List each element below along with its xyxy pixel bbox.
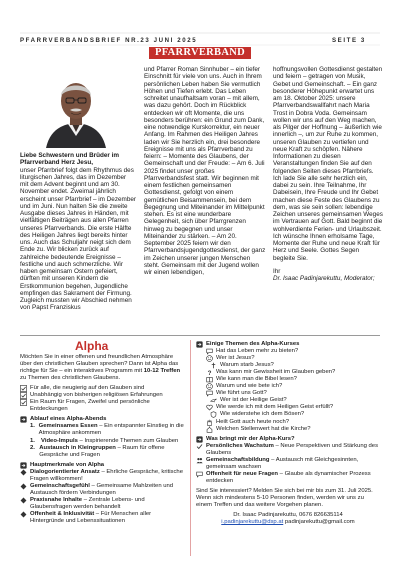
alpha-title: Alpha — [75, 339, 109, 353]
alpha-intro — [20, 354, 186, 382]
topic-item — [196, 390, 380, 397]
signature — [273, 268, 383, 283]
people-icon — [196, 457, 203, 464]
ablauf-step — [20, 445, 186, 459]
topic-item — [196, 397, 380, 404]
contact-name: Dr. Isaac Padinjarekuttu, 0676 826635114 — [233, 512, 343, 519]
section-divider — [20, 335, 380, 336]
alpha-intro-bold: 10-12 Treffen — [143, 368, 181, 375]
alpha-closing: Sind Sie interessiert? Melden Sie sich bei mir bis zum 31. Juli 2025. Wenn sich mindestens 5-10 Personen finden, werden wir uns zu einem Treffen und das weitere Vorgehen planen. — [196, 487, 373, 509]
topic-item — [196, 362, 380, 369]
author-photo — [20, 66, 132, 148]
page-number: SEITE 3 — [332, 37, 366, 44]
alpha-intro-part1: Möchten Sie in einer offenen und freundlichen Atmosphäre über den christlichen Glauben sprechen? Dann ist Alpha das richtige für Sie – ein interaktives Programm mit — [20, 354, 179, 375]
topic-text: Wie kann man die Bibel lesen? — [216, 376, 297, 383]
topic-item — [196, 383, 380, 390]
topic-text: Wie führt uns Gott? — [216, 390, 267, 397]
article-text-1: unser Pfarrbrief folgt dem Rhythmus des liturgischen Jahres, das im Dezember mit dem Advent beginnt und am 30. November endet. Zweimal jährlich erscheint unser Pfarrbrief – im Dezember und im Juni. Nun halten Sie die zweite Ausgabe dieses Jahres in Händen, mit vielfältigen Beiträgen aus allen Pfarren unseres Pfarrverbands. Die erste Hälfte des Heiligen Jahres liegt bereits hinter uns. Auch das Schuljahr neigt sich dem Ende zu. Wir blicken zurück auf zahlreiche bedeutende Ereignisse – festliche und auch schmerzliche. Wir haben gemeinsam Ostern gefeiert, dürften mit unseren Kindern die Erstkommunion begehen, Jugendliche empfingen das Sakrament der Firmung. Zugleich mussten wir Abschied nehmen von Papst Franziskus — [20, 166, 136, 312]
hand-icon — [206, 419, 213, 426]
speech-bubble-icon — [206, 390, 213, 397]
diamond-bullet-icon — [20, 483, 27, 490]
benefits-heading — [196, 436, 380, 443]
topics-heading — [196, 341, 380, 348]
speech-bubble-icon — [196, 471, 203, 478]
checkbox-icon — [20, 399, 27, 406]
topic-text: Wie widerstehe ich dem Bösen? — [220, 411, 305, 418]
alpha-check-text: Ein Raum für Fragen, Zweifel und persönliche Entdeckungen — [30, 399, 150, 413]
speech-bubble-icon — [206, 348, 213, 355]
benefit-bold: Gemeinschaftsbildung — [206, 456, 270, 463]
haupt-title: Hauptmerkmale von Alpha — [30, 461, 105, 468]
arrow-icon — [196, 341, 203, 348]
page-header — [0, 0, 400, 66]
topic-text: Welchen Stellenwert hat die Kirche? — [216, 425, 311, 432]
benefit-item — [196, 443, 380, 457]
topic-text: Wie werde ich mit dem Heiligen Geist erfüllt? — [216, 404, 334, 411]
step-text: – Inspirierende Themen zum Glauben — [77, 437, 179, 444]
ablauf-heading — [20, 416, 186, 423]
shield-icon — [210, 411, 217, 418]
topic-item — [196, 411, 380, 418]
feature-item — [20, 469, 186, 483]
feature-text: – Für Menschen aller Hintergründe und Lebenssituationen — [30, 510, 152, 525]
step-number: 1. — [30, 437, 35, 444]
step-bold: Austausch in Kleingruppen — [39, 444, 116, 451]
dove-icon — [210, 397, 217, 404]
step-text: – Ein entspannter Einstieg in die Atmosphäre ankommen — [38, 423, 184, 437]
topic-item — [196, 376, 380, 383]
ablauf-title: Ablauf eines Alpha-Abends — [30, 416, 107, 423]
question-icon — [206, 369, 213, 376]
step-bold: Video-Impuls — [41, 437, 78, 444]
alpha-intro-part2: zu Themen des christlichen Glaubens. — [20, 375, 121, 382]
topic-item — [196, 426, 380, 433]
alpha-right-column — [196, 341, 380, 526]
contact-email-2: padinjarekuttu@gmail.com — [284, 519, 355, 526]
ablauf-step — [20, 423, 186, 437]
topic-text: Warum starb Jesus? — [220, 362, 274, 369]
portrait-image — [20, 66, 132, 148]
alpha-check-item — [20, 385, 186, 392]
topic-text: Was kann mir Gewissheit im Glauben geben? — [216, 369, 336, 376]
cross-icon — [210, 362, 217, 369]
benefit-bold: Offenheit für neue Fragen — [206, 470, 279, 477]
feature-item — [20, 497, 186, 511]
feature-item — [20, 483, 186, 497]
ablauf-step — [20, 438, 186, 445]
arrow-icon — [20, 462, 27, 469]
alpha-check-text: Für alle, die neugierig auf den Glauben sind — [30, 385, 145, 392]
checkbox-icon — [20, 392, 27, 399]
step-text: – Raum für offene Gespräche und Fragen — [39, 444, 165, 458]
article-column-2 — [144, 66, 266, 276]
column-divider — [190, 340, 191, 556]
smiley-icon — [206, 383, 213, 390]
article-column-3 — [273, 66, 383, 282]
feature-bold: Dialogorientierter Ansatz — [30, 468, 100, 475]
heart-icon — [206, 404, 213, 411]
newsletter-label: PFARRVERBANDSBRIEF NR.23 JUNI 2025 — [20, 37, 198, 44]
step-number: 1. — [30, 423, 35, 430]
topic-item — [196, 419, 380, 426]
topic-text: Warum und wie bete ich? — [216, 383, 283, 390]
arrow-icon — [196, 436, 203, 443]
article-greeting: Liebe Schwestern und Brüder im Pfarrverband Herz Jesu, — [20, 152, 120, 167]
benefit-item — [196, 457, 380, 471]
feature-bold: Praxisnahe Inhalte — [30, 496, 83, 503]
church-icon — [206, 426, 213, 433]
topic-item — [196, 404, 380, 411]
topic-text: Wer ist Jesus? — [216, 355, 255, 362]
benefit-text: – Neue Perspektiven und Stärkung des Glaubens — [206, 442, 379, 456]
feature-text: – Gemeinsame Mahlzeiten und Austausch fördern Verbindungen — [30, 482, 174, 496]
benefits-title: Was bringt mir der Alpha-Kurs? — [206, 435, 295, 442]
topic-item — [196, 369, 380, 376]
signature-ihr: Ihr — [273, 267, 281, 275]
benefit-bold: Persönliches Wachstum — [206, 442, 274, 449]
topic-item — [196, 348, 380, 355]
alpha-check-item — [20, 392, 186, 399]
topic-text: Wer ist der Heilige Geist? — [220, 397, 287, 404]
feature-text: – Ehrliche Gespräche, kritische Fragen willkommen! — [30, 468, 183, 482]
benefit-item — [196, 471, 380, 485]
article-text-3: hoffnungsvollen Gottesdienst gestalten und feiern – getragen von Musik, Gebet und Gemeinschaft. – Ein ganz besonderer Höhepunkt erwartet uns am 18. Oktober 2025: unsere Pfarrverbandswallfahrt nach Maria Trost in Dobra Voda. Gemeinsam wollen wir uns auf den Weg machen, als Pilger der Hoffnung – äußerlich wie innerlich –, um zur Ruhe zu kommen, unseren Glauben zu vertiefen und neue Kraft zu schöpfen. Nähere Informationen zu diesen Veranstaltungen finden Sie auf den folgenden Seiten dieses Pfarrbriefs. Ich lade Sie alle sehr herzlich ein, dabei zu sein. Ihre Teilnahme, Ihr Dabeisein, Ihre Freude und Ihr Gebet machen diese Feste des Glaubens zu dem, was sie sein sollen: lebendige Zeichen unseres gemeinsamen Weges im Vertrauen auf Gott. Bald beginnt die wohlverdiente Ferien- und Urlaubszeit. Ich wünsche Ihnen erholsame Tage, Momente der Ruhe und neue Kraft für Herz und Seele. Gottes Segen begleite Sie. — [273, 66, 383, 262]
svg-text:?: ? — [207, 369, 212, 377]
contact-emails — [196, 519, 380, 526]
article-column-1 — [20, 152, 136, 312]
contact-email-link[interactable]: i.padinjarekuttu@dsp.at — [221, 519, 284, 526]
haupt-heading — [20, 462, 186, 469]
feature-item — [20, 511, 186, 525]
section-banner: PFARRVERBAND — [149, 47, 251, 59]
topics-title: Einige Themen des Alpha-Kurses — [206, 341, 300, 347]
arrow-icon — [20, 416, 27, 423]
diamond-bullet-icon — [20, 469, 27, 476]
alpha-check-text: Unabhängig von bisherigen religiösen Erfahrungen — [30, 392, 163, 399]
feature-text: – Zentrale Lebens- und Glaubensfragen werden behandelt — [30, 496, 145, 510]
diamond-bullet-icon — [20, 511, 27, 518]
feature-bold: Gemeinschaftsgefühl — [30, 482, 90, 489]
feature-bold: Offenheit & Inklusivität — [30, 510, 95, 517]
checkbox-icon — [20, 385, 27, 392]
step-bold: Gemeinsames Essen — [38, 423, 98, 430]
step-number: 2. — [30, 444, 35, 451]
alpha-left-column — [20, 354, 186, 525]
benefit-text: – Glaube als dynamischer Prozess entdecken — [206, 470, 371, 484]
alpha-check-item — [20, 399, 186, 413]
article-text-2: und Pfarrer Roman Sinnhuber – ein tiefer Einschnitt für viele von uns. Auch in Ihrem persönlichen Leben haben Sie vermutlich Höhen und Tiefen erlebt. Das Leben schreitet unaufhaltsam voran – mit allem, was dazu gehört. Doch im Rückblick entdecken wir oft Momente, die uns besonders berühren: ein Grund zum Dank, eine notwendige Kurskorrektur, ein neuer Anfang. Im Rahmen des Heiligen Jahres laden wir Sie herzlich ein, drei besondere Ereignisse mit uns als Pfarrverband zu feiern: – Momente des Glaubens, der Gemeinschaft und der Freude: – Am 6. Juli 2025 findet unser großes Pfarrverbandsfest statt. Wir beginnen mit einem festlichen gemeinsamen Gottesdienst, gefolgt von einem gemütlichen Beisammensein, bei dem Begegnung und Miteinander im Mittelpunkt stehen. Es ist eine wunderbare Gelegenheit, sich über Pfarrgrenzen hinweg zu begegnen und unser Miteinander zu stärken. – Am 20. September 2025 feiern wir den Pfarrverbandsjugendgottesdienst, der ganz im Zeichen unserer jungen Menschen steht. Gemeinsam mit der Jugend wollen wir einen lebendigen, — [144, 66, 266, 276]
topic-item — [196, 355, 380, 362]
benefit-text: – Austausch mit Gleichgesinnten, gemeinsam wachsen — [206, 456, 359, 470]
topic-text: Heilt Gott auch heute noch? — [216, 418, 290, 425]
check-bullet-icon — [196, 443, 203, 450]
diamond-bullet-icon — [20, 497, 27, 504]
smiley-icon — [206, 355, 213, 362]
topic-text: Hat das Leben mehr zu bieten? — [216, 348, 299, 355]
book-icon — [206, 376, 213, 383]
signature-name: Dr. Isaac Padinjarekuttu, Moderator; — [273, 275, 375, 282]
